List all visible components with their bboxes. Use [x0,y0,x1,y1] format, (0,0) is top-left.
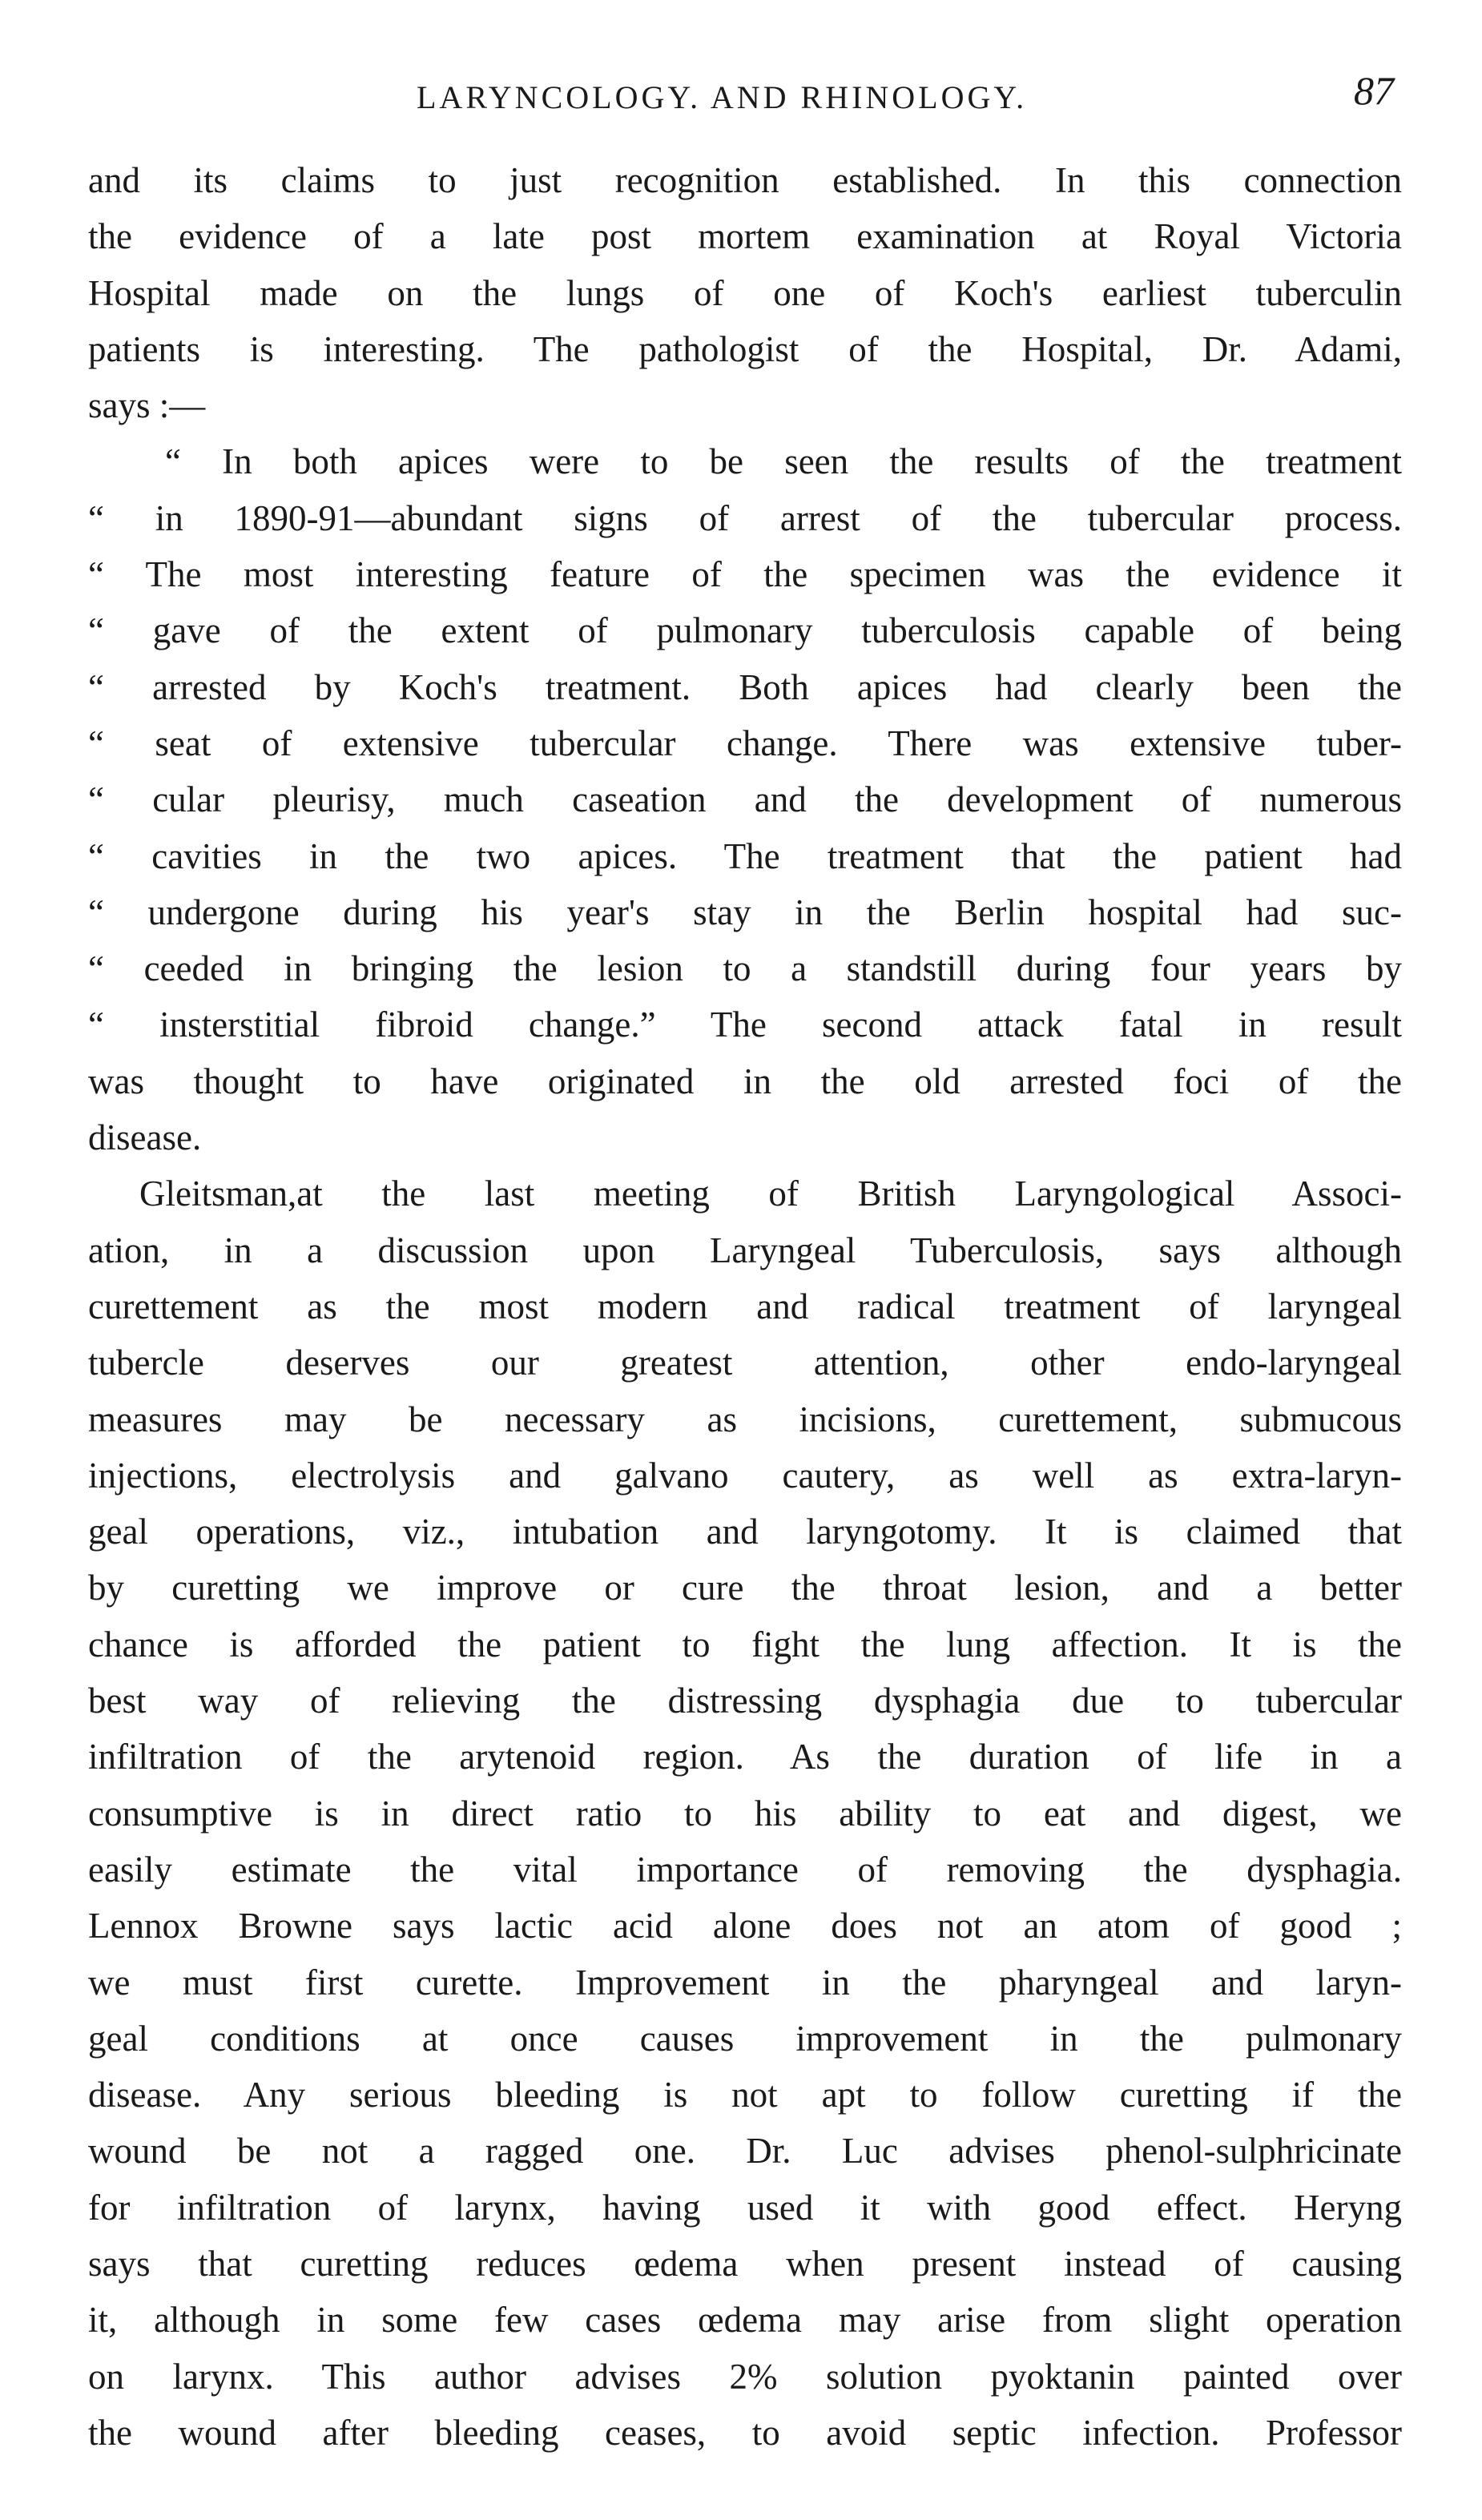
running-title: LARYNCOLOGY. AND RHINOLOGY. [417,79,1028,115]
page-number: 87 [1354,68,1394,113]
text-line: the wound after bleeding ceases, to avoid septic infection. Professor [88,2412,1402,2453]
text-line: by curetting we improve or cure the throat lesion, and a better [88,1568,1402,1608]
text-line: “ seat of extensive tubercular change. There was extensive tuber- [88,723,1402,763]
text-line: “ cular pleurisy, much caseation and the development of numerous [88,779,1402,820]
text-line: “ cavities in the two apices. The treatment that the patient had [88,835,1402,876]
text-line: disease. [88,1117,202,1158]
text-line: consumptive is in direct ratio to his ability to eat and digest, we [88,1793,1402,1834]
text-line: Lennox Browne says lactic acid alone does not an atom of good ; [88,1906,1402,1946]
text-line: patients is interesting. The pathologist of the Hospital, Dr. Adami, [88,328,1402,369]
text-line: and its claims to just recognition established. In this connection [88,160,1402,200]
text-line: says that curetting reduces œdema when present instead of causing [88,2243,1402,2284]
text-line: “ in 1890-91—abundant signs of arrest of the tubercular process. [88,497,1402,538]
text-line: says :— [88,385,206,426]
text-line: we must first curette. Improvement in the pharyngeal and laryn- [88,1962,1402,2003]
text-line: ation, in a discussion upon Laryngeal Tuberculosis, says although [88,1230,1402,1270]
body-text [88,152,1402,2461]
text-line: it, although in some few cases œdema may arise from slight operation [88,2300,1402,2341]
text-line: “ ceeded in bringing the lesion to a standstill during four years by [88,948,1402,989]
text-line: for infiltration of larynx, having used it with good effect. Heryng [88,2187,1402,2228]
text-line: geal conditions at once causes improvement in the pulmonary [88,2018,1402,2059]
text-line: injections, electrolysis and galvano cautery, as well as extra-laryn- [88,1455,1402,1495]
text-line: infiltration of the arytenoid region. As the duration of life in a [88,1737,1402,1777]
text-line: on larynx. This author advises 2% solution pyoktanin painted over [88,2356,1402,2397]
text-line: easily estimate the vital importance of removing the dysphagia. [88,1849,1402,1890]
text-line: tubercle deserves our greatest attention, other endo-laryngeal [88,1343,1402,1383]
text-line: “ The most interesting feature of the specimen was the evidence it [88,554,1402,595]
text-line: “ insterstitial fibroid change.” The second attack fatal in result [88,1004,1402,1045]
text-line: Gleitsman,at the last meeting of British Laryngological Associ- [139,1173,1402,1214]
text-line: “ arrested by Koch's treatment. Both apices had clearly been the [88,666,1402,707]
text-line: “ undergone during his year's stay in the Berlin hospital had suc- [88,892,1402,932]
text-line: best way of relieving the distressing dysphagia due to tubercular [88,1681,1402,1721]
text-line: the evidence of a late post mortem examination at Royal Victoria [88,216,1402,257]
text-line: geal operations, viz., intubation and laryngotomy. It is claimed that [88,1512,1402,1552]
text-line: was thought to have originated in the old arrested foci of the [88,1061,1402,1101]
text-line: “ gave of the extent of pulmonary tuberculosis capable of being [88,610,1402,651]
text-line: measures may be necessary as incisions, curettement, submucous [88,1399,1402,1439]
text-line: Hospital made on the lungs of one of Koch's earliest tuberculin [88,272,1402,313]
text-line: “ In both apices were to be seen the results of the treatment [165,441,1402,482]
text-line: wound be not a ragged one. Dr. Luc advises phenol-sulphricinate [88,2131,1402,2172]
text-line: chance is afforded the patient to fight the lung affection. It is the [88,1624,1402,1665]
text-line: disease. Any serious bleeding is not apt to follow curetting if the [88,2075,1402,2115]
text-line: curettement as the most modern and radical treatment of laryngeal [88,1286,1402,1326]
